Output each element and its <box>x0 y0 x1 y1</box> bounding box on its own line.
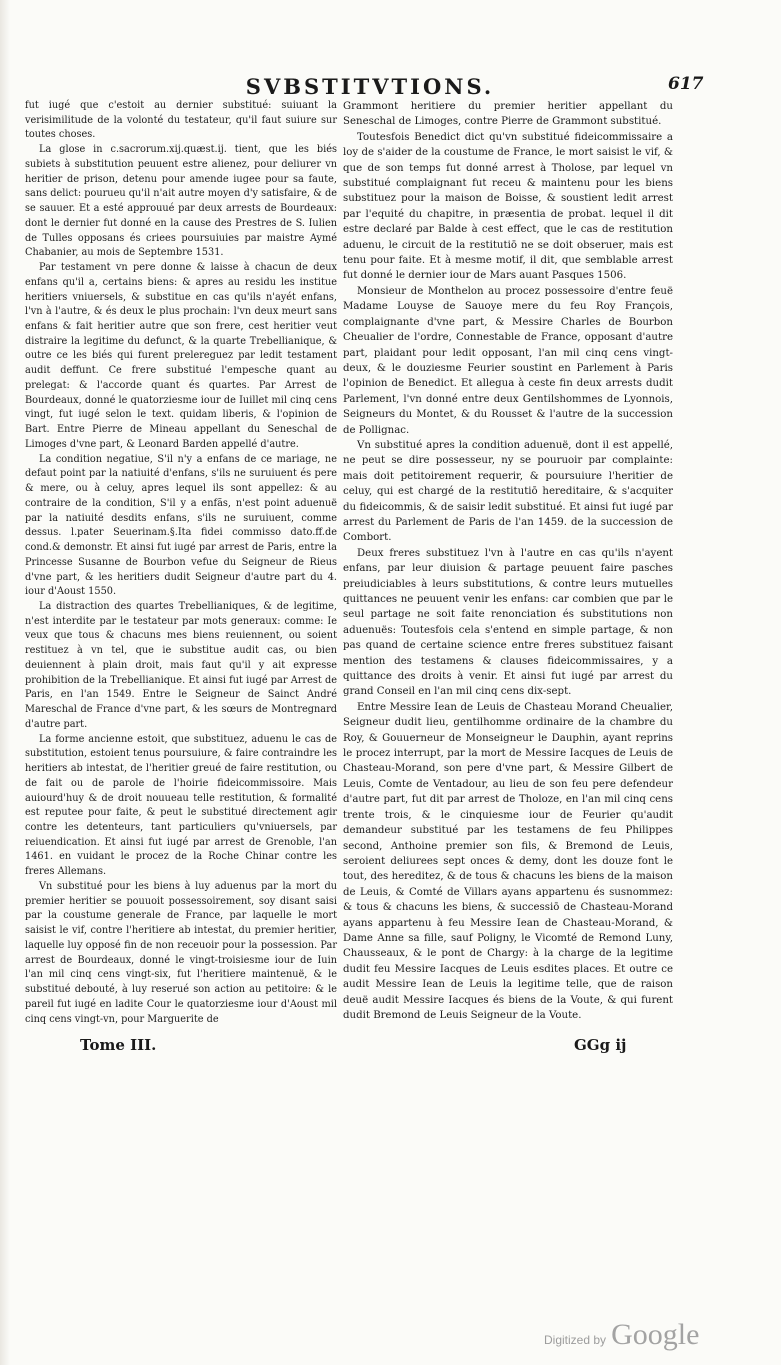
page-gutter-shadow <box>0 0 10 1365</box>
paragraph: La glose in c.sacrorum.xij.quæst.ij. tient, que les biés subiets à substitution peuuent estre alienez, pour deliurer vn heritier de prison, detenu pour amende iugee pour sa faute, sans delict: pourueu qu'il n'ait autre moyen d'y satisfaire, & de se sauuer. Et a esté approuué par deux arrests de Bourdeaux: dont le dernier fut donné en la cause des Prestres de S. Iulien de Tulles opposans és criees poursuiuies par maistre Aymé Chabanier, au mois de Septembre 1531. <box>25 144 337 259</box>
paragraph: Monsieur de Monthelon au procez possessoire d'entre feuë Madame Louyse de Sauoye mere du feu Roy François, complaignante d'vne part, & Messire Charles de Bourbon Cheualier de l'ordre, Connestable de France, opposant d'autre part, plaidant pour ledit opposant, l'an mil cinq cens vingt-deux, & le douziesme Feurier soustint en Parlement à Paris l'opinion de Benedict. Et allegua à ceste fin deux arrests dudit Parlement, l'vn donné entre deux Gentilshommes de Lyonnois, Seigneurs du Montet, & du Rousset & l'autre de la succession de Pollignac. <box>343 285 673 436</box>
digitized-watermark <box>544 1318 699 1352</box>
volume-label: Tome III. <box>80 1036 157 1054</box>
paragraph: La condition negatiue, S'il n'y a enfans de ce mariage, ne defaut point par la natiuité d'enfans, s'ils ne suruiuent és pere & mere, ou à celuy, apres lequel ils sont appellez: & au contraire de la condition, S'il y a enfãs, n'est point aduenuë par la natiuité desdits enfans, s'ils ne suruiuent, comme dessus. l.pater Seuerinam.§.Ita fidei commisso dato.ff.de cond.& demonstr. Et ainsi fut iugé par arrest de Paris, entre la Princesse Susanne de Bourbon vefue du Seigneur de Rieus d'vne part, & les heritiers dudit Seigneur d'autre part du 4. iour d'Aoust 1550. <box>25 453 337 598</box>
paragraph: fut iugé que c'estoit au dernier substitué: suiuant la verisimilitude de la volonté du testateur, qu'il faut suiure sur toutes choses. <box>25 100 337 141</box>
page-number: 617 <box>668 74 704 94</box>
paragraph: La distraction des quartes Trebellianiques, & de legitime, n'est interdite par le testateur par mots generaux: comme: Ie veux que tous & chacuns mes biens reuiennent, ou soient restituez à vn tel, que ie substitue audit cas, ou bien deuiennent à plain droit, mais faut qu'il y ait expresse prohibition de la Trebellianique. Et ainsi fut iugé par Arrest de Paris, en l'an 1549. Entre le Seigneur de Sainct André Mareschal de France d'vne part, & les sœurs de Montregnard d'autre part. <box>25 600 337 730</box>
right-column <box>343 99 673 1023</box>
paragraph: Entre Messire Iean de Leuis de Chasteau Morand Cheualier, Seigneur dudit lieu, gentilhomme ordinaire de la chambre du Roy, & Gouuerneur de Monseigneur le Dauphin, ayant reprins le procez interrupt, par la mort de Messire Iacques de Leuis de Chasteau-Morand, son pere d'vne part, & Messire Gilbert de Leuis, Comte de Ventadour, au lieu de son feu pere defendeur d'autre part, fut dit par arrest de Tholoze, en l'an mil cinq cens trente trois, & le cinquiesme iour de Feurier qu'audit demandeur substitué par les testamens de feu Philippes second, Anthoine premier son fils, & Bremond de Leuis, seroient deliurees sept onces & demy, dont les douze font le tout, des hereditez, & de tous & chacuns les biens de la maison de Leuis, & Comté de Villars ayans appartenu és susnommez: & tous & chacuns les biens, & successiō de Chasteau-Morand ayans appartenu à feu Messire Iean de Chasteau-Morand, & Dame Anne sa fille, sauf Poligny, le Vicomté de Remond Luny, Chausseaux, & le pont de Chargy: à la charge de la legitime dudit feu Messire Iacques de Leuis esdites places. Et outre ce audit Messire Iean de Leuis la legitime telle, que de raison deuë audit Messire Iacques és biens de la Voute, & qui furent dudit Bremond de Leuis Seigneur de la Voute. <box>343 701 673 1021</box>
watermark-prefix: Digitized by <box>544 1333 607 1347</box>
watermark-brand: Google <box>611 1318 700 1351</box>
paragraph: Deux freres substituez l'vn à l'autre en cas qu'ils n'ayent enfans, par leur diuision & partage peuuent faire pasches preiudiciables à leurs substitutions, & contre leurs mutuelles quittances ne peuuent venir les enfans: car combien que par le seul partage ne soit faite renonciation és substitutions non aduenuës: Toutesfois cela s'entend en simple partage, & non pas quand de certaine science entre freres substituez faisant mention des testamens & clauses fideicommissaires, y a quittance des droits à venir. Et ainsi fut iugé par arrest du grand Conseil en l'an mil cinq cens dix-sept. <box>343 547 673 698</box>
left-column <box>25 99 337 1027</box>
paragraph: Toutesfois Benedict dict qu'vn substitué fideicommissaire a loy de s'aider de la coustume de France, le mort saisist le vif, & que de son temps fut donné arrest à Tholose, par lequel vn substitué complaignant fut receu & maintenu pour les biens substituez pour la maison de Boisse, & soustient ledit arrest par l'equité du chapitre, in præsentia de probat. lequel il dit estre declaré par Balde à cest effect, que le cas de restitution aduenu, le circuit de la restitutiō ne se doit obseruer, mais est tenu pour faite. Et à mesme motif, il dit, que semblable arrest fut donné le dernier iour de Mars auant Pasques 1506. <box>343 131 673 282</box>
paragraph: Vn substitué apres la condition aduenuë, dont il est appellé, ne peut se dire possesseur, ny se pouruoir par complainte: mais doit petitoirement requerir, & poursuiure l'heritier de celuy, qui est chargé de la restitutiō hereditaire, & s'acquiter du fideicommis, & de saisir ledit substitué. Et ainsi fut iugé par arrest du Parlement de Paris de l'an 1459. de la succession de Combort. <box>343 439 673 544</box>
paragraph: Par testament vn pere donne & laisse à chacun de deux enfans qu'il a, certains biens: & apres au residu les institue heritiers vniuersels, & substitue en cas qu'ils n'ayét enfans, l'vn à l'autre, & és deux le plus prochain: l'vn deux meurt sans enfans & fait heritier autre que son frere, cest heritier veut distraire la legitime du defunct, & la quarte Trebellianique, & outre ce les biés qui furent prelereguez par ledit testament audit deffunt. Ce frere substitué l'empesche quant au prelegat: & l'accorde quant és quartes. Par Arrest de Bourdeaux, donné le quatorziesme iour de Iuillet mil cinq cens vingt, fut iugé selon le text. quidam liberis, & l'opinion de Bart. Entre Pierre de Mineau appellant du Seneschal de Limoges d'vne part, & Leonard Barden appellé d'autre. <box>25 262 337 450</box>
signature-mark: GGg ij <box>574 1036 627 1054</box>
paragraph: Vn substitué pour les biens à luy aduenus par la mort du premier heritier se pouuoit possessoirement, soy disant saisi par la coustume generale de France, par laquelle le mort saisist le vif, contre l'heritiere ab intestat, du premier heritier, laquelle luy opposé fin de non receuoir pour la possession. Par arrest de Bourdeaux, donné le vingt-troisiesme iour de Iuin l'an mil cinq cens vingt-six, fut l'heritiere maintenuë, & le substitué debouté, à luy reserué son action au petitoire: & le pareil fut iugé en ladite Cour le quatorziesme iour d'Aoust mil cinq cens vingt-vn, pour Marguerite de <box>25 880 337 1025</box>
paragraph: La forme ancienne estoit, que substituez, aduenu le cas de substitution, estoient tenus poursuiure, & faire contraindre les heritiers ab intestat, de l'heritier greué de faire restitution, ou de fait ou de parole de l'hoirie fideicommissoire. Mais auiourd'huy & de droit nouueau telle restitution, & formalité est reputee pour faite, & peut le substitué directement agir contre les detenteurs, tant particuliers qu'vniuersels, par reiuendication. Et ainsi fut iugé par arrest de Grenoble, l'an 1461. en vuidant le procez de la Roche Chinar contre les freres Allemans. <box>25 733 337 878</box>
paragraph: Grammont heritiere du premier heritier appellant du Seneschal de Limoges, contre Pierre de Grammont substitué. <box>343 101 673 128</box>
running-head-title: SVBSTITVTIONS. <box>245 74 495 99</box>
